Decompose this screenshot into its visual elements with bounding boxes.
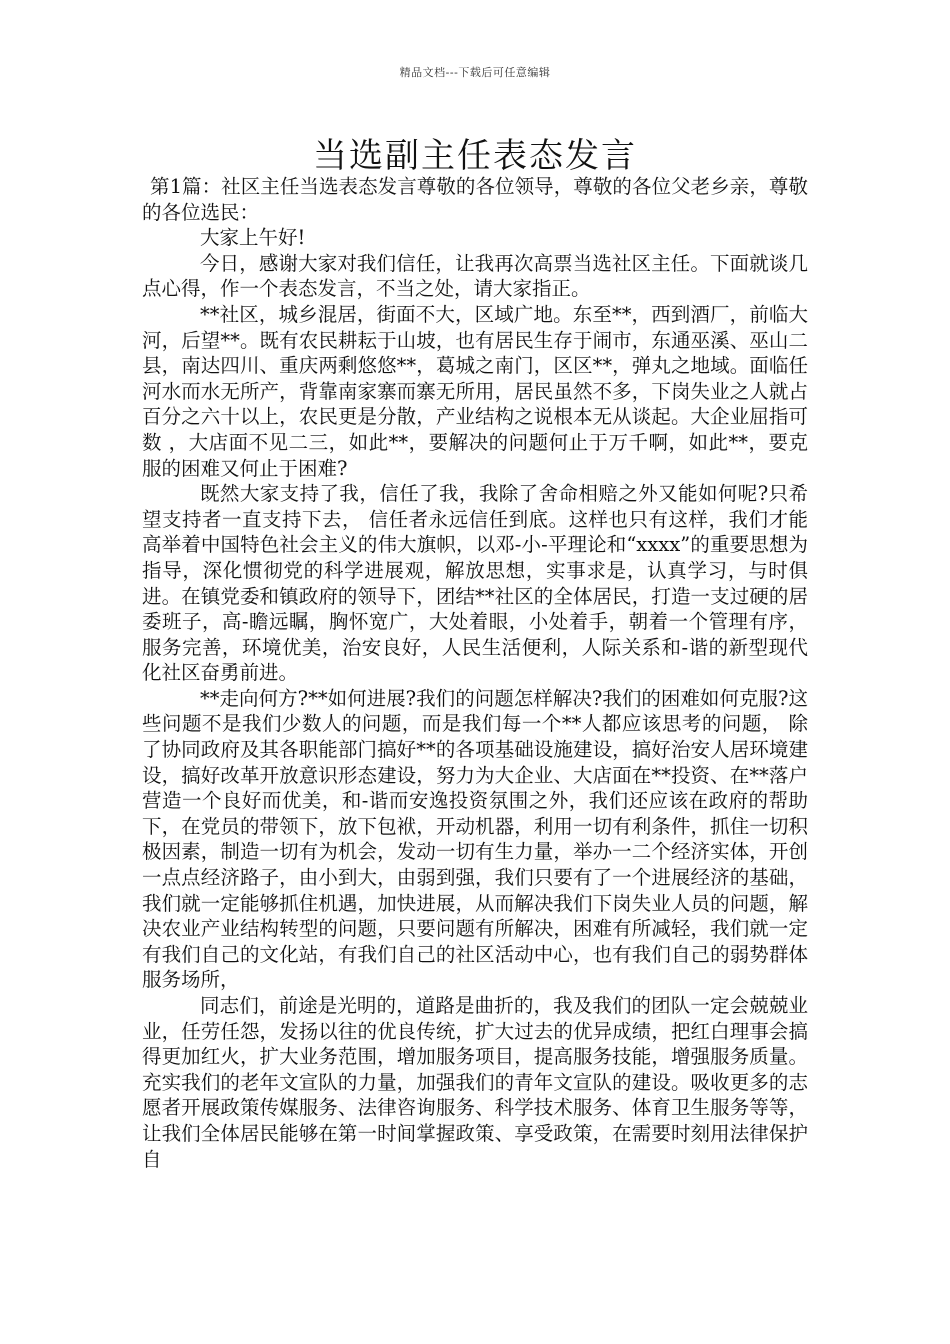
paragraph-intro: 第1篇：社区主任当选表态发言尊敬的各位领导，尊敬的各位父老乡亲，尊敬的各位选民：: [142, 175, 808, 224]
paragraph-closing: 同志们，前途是光明的，道路是曲折的，我及我们的团队一定会兢兢业业，任劳任怨，发扬以往的优良传统，扩大过去的优异成绩，把红白理事会搞得更加红火，扩大业务范围，增加服务项目，提高服务技能，增强服务质量。充实我们的老年文宣队的力量，加强我们的青年文宣队的建设。吸收更多的志愿者开展政策传媒服务、法律咨询服务、科学技术服务、体育卫生服务等等，让我们全体居民能够在第一时间掌握政策、享受政策，在需要时刻用法律保护自: [142, 994, 808, 1171]
paragraph-community-overview: **社区，城乡混居，街面不大，区域广地。东至**，西到酒厂，前临大河，后望**。既有农民耕耘于山坡，也有居民生存于闹市，东通巫溪、巫山二县，南达四川、重庆两剩悠悠**，葛城之南门，区区**，弹丸之地域。面临任河水而水无所产，背靠南家寨而寨无所用，居民虽然不多，下岗失业之人就占百分之六十以上，农民更是分散，产业结构之说根本无从谈起。大企业屈指可数 ，大店面不见二三，如此**，要解决的问题何止于万千啊，如此**，要克服的困难又何止于困难?: [142, 302, 808, 480]
document-title: 当选副主任表态发言: [313, 136, 637, 176]
document-body: [142, 174, 808, 1172]
paragraph-development: **走向何方?**如何进展?我们的问题怎样解决?我们的困难如何克服?这些问题不是我们少数人的问题，而是我们每一个**人都应该思考的问题， 除了协同政府及其各职能部门搞好**的各项基础设施建设，搞好治安人居环境建设，搞好改革开放意识形态建设，努力为大企业、大店面在**投资、在**落户营造一个良好而优美，和-谐而安逸投资氛围之外，我们还应该在政府的帮助下，在党员的带领下，放下包袱，开动机器，利用一切有利条件，抓住一切积极因素，制造一切有为机会，发动一切有生力量，举办一二个经济实体，开创一点点经济路子，由小到大，由弱到强，我们只要有了一个进展经济的基础，我们就一定能够抓住机遇，加快进展，从而解决我们下岗失业人员的问题，解决农业产业结构转型的问题，只要问题有所解决，困难有所减轻，我们就一定有我们自己的文化站，有我们自己的社区活动中心，也有我们自己的弱势群体服务场所，: [142, 686, 808, 992]
paragraph-greeting: 大家上午好!: [200, 226, 306, 250]
paragraph-thanks: 今日，感谢大家对我们信任，让我再次高票当选社区主任。下面就谈几点心得，作一个表态发言，不当之处，请大家指正。: [142, 251, 808, 301]
paragraph-commitment: 既然大家支持了我，信任了我，我除了舍命相赔之外又能如何呢?只希望支持者一直支持下去， 信任者永远信任到底。这样也只有这样，我们才能高举着中国特色社会主义的伟大旗帜，以邓-小-平理论和“xxxx”的重要思想为指导，深化惯彻党的科学进展观，解放思想，实事求是，认真学习，与时俱进。在镇党委和镇政府的领导下，团结**社区的全体居民，打造一支过硬的居委班子，高-瞻远瞩，胸怀宽广，大处着眼，小处着手，朝着一个管理有序，服务完善，环境优美，治安良好，人民生活便利，人际关系和-谐的新型现代化社区奋勇前进。: [142, 482, 808, 685]
page-header-note: 精品文档---下载后可任意编辑: [399, 66, 551, 79]
